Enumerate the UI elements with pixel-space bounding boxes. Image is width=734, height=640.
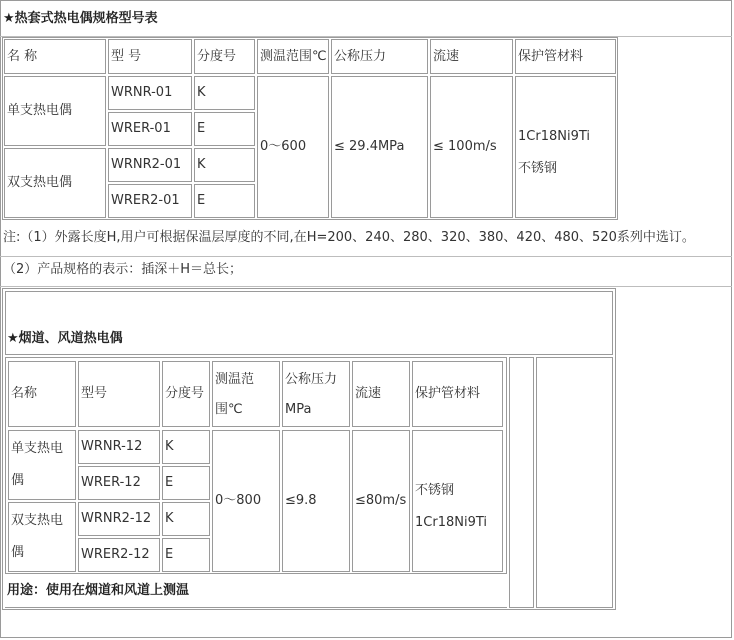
section1-title: ★热套式热电偶规格型号表 [3, 11, 158, 26]
model-cell: WRER-12 [78, 466, 160, 500]
header-name: 名 称 [4, 39, 106, 74]
note-2: （2）产品规格的表示：插深＋H＝总长； [3, 262, 243, 277]
usage-text: 用途：使用在烟道和风道上测温 [7, 583, 190, 598]
header-grade: 分度号 [194, 39, 255, 74]
grade-cell: E [162, 538, 210, 572]
pressure-cell: ≤9.8 [282, 430, 350, 572]
grade-cell: E [194, 184, 255, 218]
note-1: 注:（1）外露长度H,用户可根据保温层厚度的不同,在H=200、240、280、320、380、420、480、520系列中选订。 [3, 230, 695, 245]
divider [0, 256, 732, 257]
grade-cell: K [162, 430, 210, 464]
pressure-cell: ≤ 29.4MPa [331, 76, 428, 218]
empty-column [536, 357, 613, 608]
header-range: 测温范围℃ [212, 361, 280, 427]
header-speed: 流速 [352, 361, 410, 427]
header-pressure: 公称压力 [331, 39, 428, 74]
model-cell: WRNR2-12 [78, 502, 160, 536]
material-line: 不锈钢 [415, 483, 455, 498]
model-cell: WRER2-01 [108, 184, 192, 218]
divider [0, 286, 732, 287]
model-cell: WRNR-12 [78, 430, 160, 464]
grade-cell: K [162, 502, 210, 536]
section2-title: ★烟道、风道热电偶 [7, 331, 123, 346]
header-grade: 分度号 [162, 361, 210, 427]
header-pressure: 公称压力MPa [282, 361, 350, 427]
header-model: 型 号 [108, 39, 192, 74]
model-cell: WRER2-12 [78, 538, 160, 572]
header-name: 名称 [8, 361, 76, 427]
material-cell [412, 430, 503, 572]
header-model: 型号 [78, 361, 160, 427]
row-name: 单支热电偶 [4, 76, 106, 146]
range-cell: 0～800 [212, 430, 280, 572]
grade-cell: E [194, 112, 255, 146]
material-line: 1Cr18Ni9Ti [518, 129, 590, 144]
row-name: 双支热电偶 [8, 502, 76, 572]
header-speed: 流速 [430, 39, 513, 74]
speed-cell: ≤ 100m/s [430, 76, 513, 218]
speed-cell: ≤80m/s [352, 430, 410, 572]
header-material: 保护管材料 [412, 361, 503, 427]
model-cell: WRER-01 [108, 112, 192, 146]
header-material: 保护管材料 [515, 39, 616, 74]
grade-cell: E [162, 466, 210, 500]
model-cell: WRNR2-01 [108, 148, 192, 182]
grade-cell: K [194, 76, 255, 110]
material-cell [515, 76, 616, 218]
row-name: 双支热电偶 [4, 148, 106, 218]
grade-cell: K [194, 148, 255, 182]
model-cell: WRNR-01 [108, 76, 192, 110]
divider [5, 607, 507, 608]
material-line: 不锈钢 [518, 161, 558, 176]
empty-column [509, 357, 534, 608]
range-cell: 0～600 [257, 76, 329, 218]
header-range: 测温范围℃ [257, 39, 329, 74]
row-name: 单支热电偶 [8, 430, 76, 500]
material-line: 1Cr18Ni9Ti [415, 515, 487, 530]
